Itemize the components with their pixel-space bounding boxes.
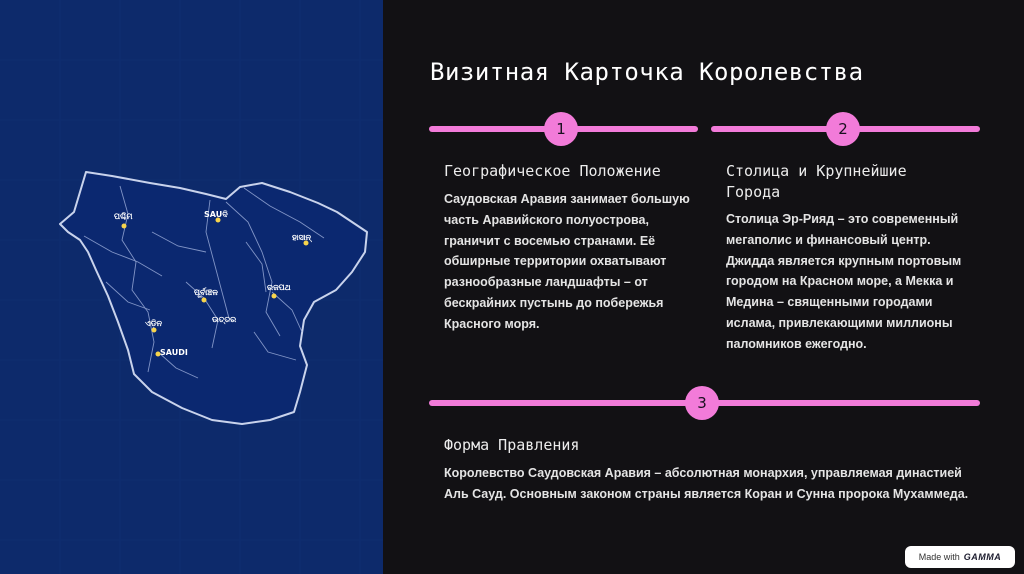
map-label-north: SAUଦି [204,210,228,219]
page-title: Визитная Карточка Королевства [430,58,864,86]
map-panel [0,0,383,574]
badge-prefix: Made with [918,552,960,562]
map-label-east: ହାସାନ୍ [292,233,312,242]
map-label-west: ପଶ୍ଚିମ [114,212,133,221]
section-3-body: Королевство Саудовская Аравия – абсолютная монархия, управляемая династией Аль Сауд. Основным законом страны является Коран и Сунна пророка Мухаммеда. [444,466,969,501]
section-3-number: 3 [685,386,719,420]
section-2-heading: Столица и Крупнейшие Города [726,162,907,201]
section-3-heading: Форма Правления [444,436,580,454]
map-label-riyadh: ରଜପଥ [267,283,291,292]
saudi-map-illustration [0,0,383,574]
map-label-southwest: ଏଡ଼ିନ [145,319,163,328]
section-2-body: Столица Эр-Рияд – это современный мегаполис и финансовый центр. Джидда является крупным портовым городом на Красном море, а Мекка и Медина – священными городами ислама, привлекающими миллионы паломников ежегодно. [726,212,962,351]
section-1-heading: Географическое Положение [444,162,661,180]
map-label-south: ଉତ୍ତର [212,315,237,324]
map-label-saudi: SAUDI [160,348,188,357]
section-2-number: 2 [826,112,860,146]
section-1-number: 1 [544,112,578,146]
section-1-body: Саудовская Аравия занимает большую часть Аравийского полуострова, граничит с восемью странами. Её обширные территории охватывают разнообразные ландшафты – от бескрайних пустынь до побережья Красного моря. [444,192,690,331]
gamma-logo: GAMMA [963,552,1002,562]
made-with-gamma-badge[interactable] [905,546,1015,568]
map-label-center: ପୂର୍ବାଞ୍ଚଳ [194,288,218,297]
